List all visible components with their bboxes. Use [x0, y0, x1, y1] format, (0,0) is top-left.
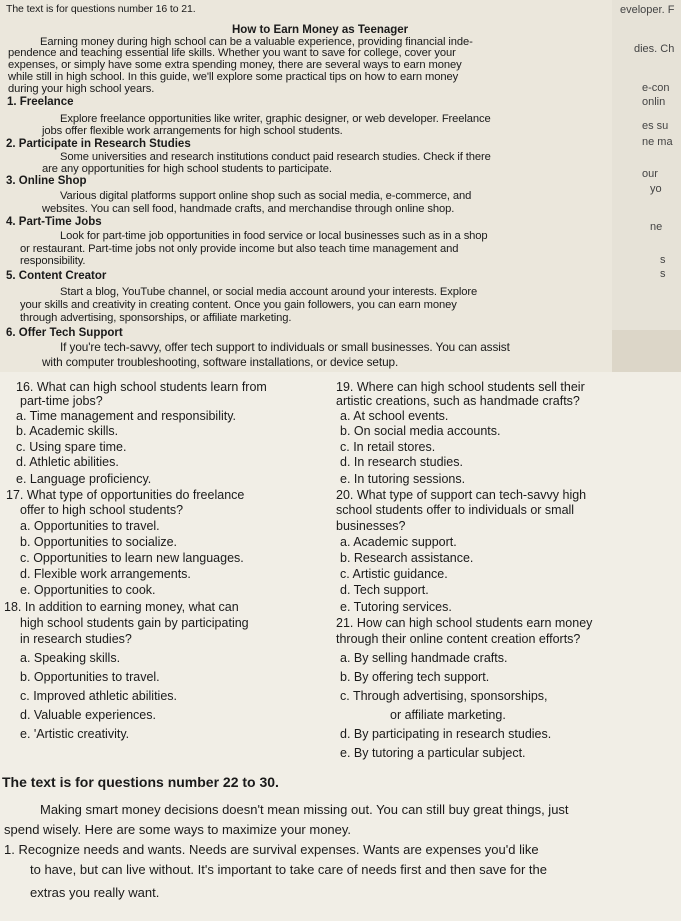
- item-line: or restaurant. Part-time jobs not only provide income but also teach time management and: [20, 243, 459, 255]
- question-17-stem: 17. What type of opportunities do freelance: [6, 488, 245, 502]
- question-18-stem: high school students gain by participating: [20, 616, 249, 630]
- item-line: through advertising, sponsorships, or affiliate marketing.: [20, 312, 292, 324]
- item-title: 4. Part-Time Jobs: [6, 216, 102, 228]
- question-18-stem: 18. In addition to earning money, what can: [4, 600, 239, 614]
- fragment-text: e-con: [642, 82, 670, 94]
- item-title: 1. Freelance: [7, 96, 74, 108]
- item-line: your skills and creativity in creating content. Once you gain followers, you can earn money: [20, 299, 457, 311]
- question-20-option[interactable]: c. Artistic guidance.: [340, 567, 448, 581]
- question-20-option[interactable]: d. Tech support.: [340, 583, 429, 597]
- question-18-option[interactable]: a. Speaking skills.: [20, 651, 121, 665]
- question-17-option[interactable]: e. Opportunities to cook.: [20, 583, 156, 597]
- adjacent-page-fragment: [612, 0, 681, 330]
- question-18-option[interactable]: e. 'Artistic creativity.: [20, 727, 130, 741]
- intro-line: during your high school years.: [8, 83, 155, 95]
- item-title: 3. Online Shop: [6, 175, 87, 187]
- fragment-text: es su: [642, 120, 669, 132]
- passage-two-line: 1. Recognize needs and wants. Needs are survival expenses. Wants are expenses you'd like: [4, 842, 539, 857]
- passage-one-heading: The text is for questions number 16 to 21.: [6, 3, 196, 15]
- question-20-option[interactable]: e. Tutoring services.: [340, 600, 452, 614]
- question-17-option[interactable]: c. Opportunities to learn new languages.: [20, 551, 244, 565]
- item-line: Start a blog, YouTube channel, or social media account around your interests. Explore: [60, 286, 478, 298]
- question-16-stem: 16. What can high school students learn from: [16, 380, 267, 394]
- question-18-option[interactable]: d. Valuable experiences.: [20, 708, 156, 722]
- question-20-stem: school students offer to individuals or small: [336, 503, 575, 517]
- question-21-option[interactable]: or affiliate marketing.: [390, 708, 506, 722]
- question-21-option[interactable]: b. By offering tech support.: [340, 670, 490, 684]
- item-title: 5. Content Creator: [6, 270, 107, 282]
- question-16-option[interactable]: b. Academic skills.: [16, 424, 119, 438]
- item-line: responsibility.: [20, 255, 86, 267]
- intro-line: Earning money during high school can be a valuable experience, providing financial inde-: [40, 36, 473, 48]
- item-title: 2. Participate in Research Studies: [6, 138, 191, 150]
- passage-two-heading: The text is for questions number 22 to 30.: [2, 774, 279, 790]
- question-21-option[interactable]: e. By tutoring a particular subject.: [340, 746, 526, 760]
- item-title: 6. Offer Tech Support: [6, 327, 123, 339]
- item-line: Look for part-time job opportunities in food service or local businesses such as in a shop: [60, 230, 488, 242]
- fragment-text: onlin: [642, 96, 666, 108]
- item-line: If you're tech-savvy, offer tech support to individuals or small businesses. You can assist: [60, 340, 510, 354]
- question-19-option[interactable]: c. In retail stores.: [340, 440, 436, 454]
- passage-one-title: How to Earn Money as Teenager: [232, 24, 409, 36]
- question-16-option[interactable]: e. Language proficiency.: [16, 472, 152, 486]
- item-line: are any opportunities for high school students to participate.: [42, 163, 332, 175]
- question-19-option[interactable]: a. At school events.: [340, 409, 449, 423]
- item-line: websites. You can sell food, handmade crafts, and merchandise through online shop.: [42, 203, 455, 215]
- intro-line: pendence and teaching essential life skills. Whether you want to save for college, cover your: [8, 47, 456, 59]
- question-18-option[interactable]: c. Improved athletic abilities.: [20, 689, 178, 703]
- passage-two-line: spend wisely. Here are some ways to maximize your money.: [4, 822, 352, 837]
- question-21-stem: 21. How can high school students earn money: [336, 616, 593, 630]
- passage-two-line: to have, but can live without. It's important to take care of needs first and then save for the: [30, 862, 547, 877]
- item-line: with computer troubleshooting, software installations, or device setup.: [42, 355, 399, 369]
- question-17-stem: offer to high school students?: [20, 503, 184, 517]
- passage-two-line: extras you really want.: [30, 885, 160, 900]
- question-17-option[interactable]: a. Opportunities to travel.: [20, 519, 160, 533]
- item-line: Explore freelance opportunities like writer, graphic designer, or web developer. Freelance: [60, 113, 491, 125]
- item-line: Some universities and research institutions conduct paid research studies. Check if there: [60, 151, 491, 163]
- intro-line: while still in high school. In this guide, we'll explore some practical tips on how to earn money: [8, 71, 459, 83]
- fragment-text: dies. Ch: [634, 43, 675, 55]
- question-19-stem: artistic creations, such as handmade crafts?: [336, 394, 580, 408]
- fragment-text: eveloper. F: [620, 4, 675, 16]
- question-19-stem: 19. Where can high school students sell their: [336, 380, 585, 394]
- question-19-option[interactable]: d. In research studies.: [340, 455, 463, 469]
- question-16-stem: part-time jobs?: [20, 394, 103, 408]
- fragment-text: our: [642, 168, 658, 180]
- question-21-option[interactable]: d. By participating in research studies.: [340, 727, 552, 741]
- question-19-option[interactable]: e. In tutoring sessions.: [340, 472, 466, 486]
- question-17-option[interactable]: d. Flexible work arrangements.: [20, 567, 191, 581]
- passage-two-line: Making smart money decisions doesn't mean missing out. You can still buy great things, just: [40, 802, 569, 817]
- question-16-option[interactable]: c. Using spare time.: [16, 440, 127, 454]
- fragment-text: ne: [650, 221, 663, 233]
- question-17-option[interactable]: b. Opportunities to socialize.: [20, 535, 178, 549]
- fragment-text: yo: [650, 183, 662, 195]
- question-19-option[interactable]: b. On social media accounts.: [340, 424, 501, 438]
- question-21-option[interactable]: a. By selling handmade crafts.: [340, 651, 508, 665]
- item-line: Various digital platforms support online shop such as social media, e-commerce, and: [60, 190, 472, 202]
- fragment-text: s: [660, 268, 666, 280]
- question-20-stem: 20. What type of support can tech-savvy high: [336, 488, 587, 502]
- question-16-option[interactable]: a. Time management and responsibility.: [16, 409, 237, 423]
- question-21-option[interactable]: c. Through advertising, sponsorships,: [340, 689, 548, 703]
- question-18-stem: in research studies?: [20, 632, 132, 646]
- question-21-stem: through their online content creation efforts?: [336, 632, 581, 646]
- question-18-option[interactable]: b. Opportunities to travel.: [20, 670, 160, 684]
- question-20-option[interactable]: b. Research assistance.: [340, 551, 474, 565]
- fragment-text: s: [660, 254, 666, 266]
- item-line: jobs offer flexible work arrangements for high school students.: [42, 125, 343, 137]
- question-20-stem: businesses?: [336, 519, 406, 533]
- question-16-option[interactable]: d. Athletic abilities.: [16, 455, 119, 469]
- question-20-option[interactable]: a. Academic support.: [340, 535, 457, 549]
- intro-line: expenses, or simply have some extra spending money, there are several ways to earn money: [8, 59, 462, 71]
- fragment-text: ne ma: [642, 136, 673, 148]
